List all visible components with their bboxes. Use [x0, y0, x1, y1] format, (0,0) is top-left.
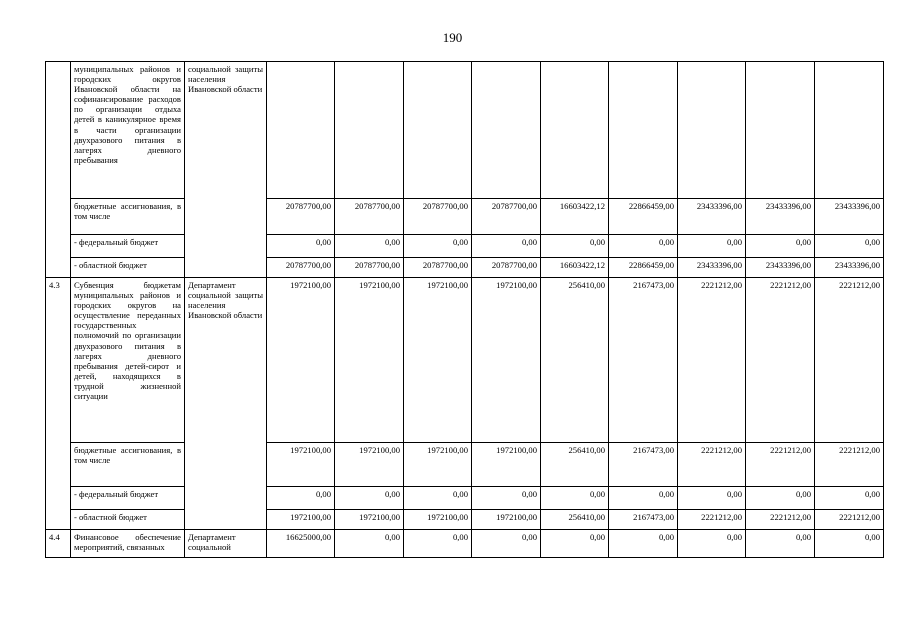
section-index	[46, 62, 71, 278]
value-cell: 23433396,00	[815, 258, 884, 278]
value-cell: 0,00	[541, 235, 609, 258]
value-cell: 1972100,00	[335, 278, 404, 443]
value-cell: 0,00	[746, 530, 815, 558]
value-cell: 16603422,12	[541, 199, 609, 235]
value-cell: 0,00	[404, 487, 472, 510]
value-cell	[335, 62, 404, 199]
value-cell: 0,00	[746, 487, 815, 510]
value-cell	[815, 62, 884, 199]
value-cell: 0,00	[609, 235, 678, 258]
value-cell: 0,00	[335, 530, 404, 558]
value-cell: 1972100,00	[472, 510, 541, 530]
section-executor: социальной защиты населения Ивановской области	[185, 62, 267, 278]
value-cell: 1972100,00	[335, 510, 404, 530]
value-cell: 0,00	[541, 530, 609, 558]
value-cell: 20787700,00	[267, 199, 335, 235]
value-cell	[678, 62, 746, 199]
table-row	[46, 530, 884, 558]
value-cell: 256410,00	[541, 443, 609, 487]
value-cell: 22866459,00	[609, 258, 678, 278]
budget-row-label: - областной бюджет	[71, 510, 185, 530]
value-cell: 1972100,00	[404, 510, 472, 530]
value-cell: 2221212,00	[815, 278, 884, 443]
value-cell: 20787700,00	[472, 199, 541, 235]
section-title: Финансовое обеспечение мероприятий, связанных	[71, 530, 185, 558]
value-cell: 23433396,00	[678, 258, 746, 278]
table-row	[46, 62, 884, 199]
page-number: 190	[442, 30, 463, 45]
value-cell: 0,00	[609, 530, 678, 558]
value-cell: 2221212,00	[746, 443, 815, 487]
value-cell	[267, 62, 335, 199]
value-cell: 256410,00	[541, 278, 609, 443]
budget-row-label: бюджетные ассигнования, в том числе	[71, 199, 185, 235]
budget-row-label: бюджетные ассигнования, в том числе	[71, 443, 185, 487]
value-cell: 2221212,00	[746, 510, 815, 530]
value-cell: 0,00	[335, 235, 404, 258]
value-cell: 0,00	[472, 235, 541, 258]
section-title: Субвенция бюджетам муниципальных районов и городских округов на осуществление переданных государственных полномочий по организации двухразового питания в лагерях дневного пребывания детей-сирот и детей, находящихся в трудной жизненной ситуации	[71, 278, 185, 443]
value-cell: 23433396,00	[678, 199, 746, 235]
value-cell: 16625000,00	[267, 530, 335, 558]
value-cell: 2167473,00	[609, 278, 678, 443]
value-cell: 0,00	[404, 530, 472, 558]
value-cell: 2221212,00	[815, 510, 884, 530]
value-cell: 0,00	[335, 487, 404, 510]
value-cell: 1972100,00	[267, 278, 335, 443]
value-cell: 0,00	[472, 530, 541, 558]
value-cell	[472, 62, 541, 199]
table-row	[46, 487, 884, 510]
table-row	[46, 258, 884, 278]
value-cell: 1972100,00	[404, 278, 472, 443]
table-row	[46, 443, 884, 487]
value-cell: 1972100,00	[267, 510, 335, 530]
value-cell: 2167473,00	[609, 510, 678, 530]
value-cell: 20787700,00	[267, 258, 335, 278]
value-cell: 2221212,00	[678, 278, 746, 443]
value-cell: 0,00	[267, 235, 335, 258]
value-cell: 0,00	[678, 487, 746, 510]
table-row	[46, 199, 884, 235]
value-cell: 1972100,00	[404, 443, 472, 487]
value-cell: 2221212,00	[678, 443, 746, 487]
value-cell: 0,00	[678, 235, 746, 258]
value-cell: 0,00	[815, 530, 884, 558]
value-cell: 0,00	[678, 530, 746, 558]
budget-row-label: - федеральный бюджет	[71, 235, 185, 258]
value-cell: 23433396,00	[815, 199, 884, 235]
value-cell: 0,00	[267, 487, 335, 510]
value-cell: 16603422,12	[541, 258, 609, 278]
value-cell: 0,00	[609, 487, 678, 510]
table-row	[46, 235, 884, 258]
value-cell	[746, 62, 815, 199]
value-cell: 20787700,00	[335, 258, 404, 278]
value-cell	[609, 62, 678, 199]
value-cell: 2221212,00	[746, 278, 815, 443]
budget-row-label: - федеральный бюджет	[71, 487, 185, 510]
value-cell: 0,00	[404, 235, 472, 258]
value-cell: 1972100,00	[335, 443, 404, 487]
section-index: 4.4	[46, 530, 71, 558]
value-cell	[404, 62, 472, 199]
value-cell: 0,00	[472, 487, 541, 510]
value-cell: 2221212,00	[815, 443, 884, 487]
value-cell: 1972100,00	[267, 443, 335, 487]
value-cell: 2167473,00	[609, 443, 678, 487]
value-cell: 0,00	[815, 487, 884, 510]
value-cell: 2221212,00	[678, 510, 746, 530]
value-cell: 23433396,00	[746, 258, 815, 278]
value-cell: 0,00	[815, 235, 884, 258]
value-cell: 20787700,00	[404, 258, 472, 278]
value-cell: 22866459,00	[609, 199, 678, 235]
value-cell: 1972100,00	[472, 278, 541, 443]
budget-row-label: - областной бюджет	[71, 258, 185, 278]
value-cell: 20787700,00	[335, 199, 404, 235]
table-row	[46, 510, 884, 530]
table-row	[46, 278, 884, 443]
value-cell: 1972100,00	[472, 443, 541, 487]
section-title: муниципальных районов и городских округов Ивановской области на софинансирование расходов по организации отдыха детей в каникулярное время в части организации двухразового питания в лагерях дневного пребывания	[71, 62, 185, 199]
section-executor: Департамент социальной	[185, 530, 267, 558]
value-cell: 0,00	[541, 487, 609, 510]
value-cell: 20787700,00	[404, 199, 472, 235]
section-executor: Департамент социальной защиты населения Ивановской области	[185, 278, 267, 530]
budget-table	[45, 61, 884, 558]
value-cell: 0,00	[746, 235, 815, 258]
section-index: 4.3	[46, 278, 71, 530]
value-cell	[541, 62, 609, 199]
value-cell: 20787700,00	[472, 258, 541, 278]
value-cell: 23433396,00	[746, 199, 815, 235]
value-cell: 256410,00	[541, 510, 609, 530]
